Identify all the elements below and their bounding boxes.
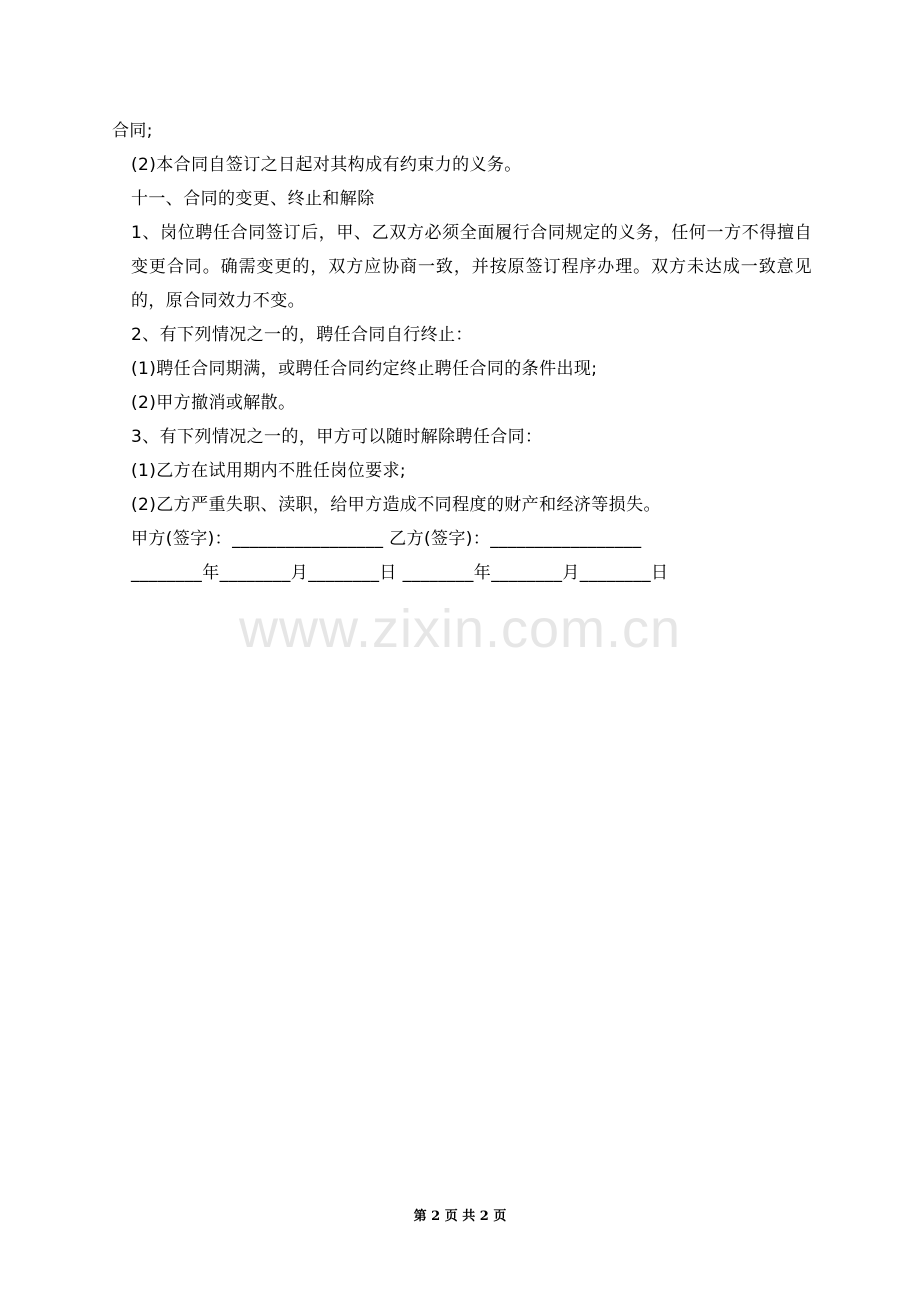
date-line: ________年________月________日 ________年________月________日 [131,563,669,583]
paragraph-clause-3: 3、有下列情况之一的，甲方可以随时解除聘任合同： [131,427,543,447]
watermark: www.zixin.com.cn [238,599,682,659]
paragraph-clause-2-item-2: (2)甲方撤消或解散。 [131,393,296,413]
section-heading-change-termination: 十一、合同的变更、终止和解除 [131,189,375,209]
paragraph-contract-continuation: 合同; [112,121,153,141]
paragraph-clause-3-item-1: (1)乙方在试用期内不胜任岗位要求; [131,461,407,481]
page-footer [0,1205,920,1224]
paragraph-clause-3-item-2: (2)乙方严重失职、渎职，给甲方造成不同程度的财产和经济等损失。 [131,495,661,515]
page-number-label: 第 2 页 共 2 页 [413,1209,507,1224]
signature-line: 甲方(签字)：_________________ 乙方(签字)：_________________ [131,529,642,549]
document-body [112,114,812,590]
paragraph-clause-2-item-1: (1)聘任合同期满，或聘任合同约定终止聘任合同的条件出现; [131,359,598,379]
paragraph-binding-obligation: (2)本合同自签订之日起对其构成有约束力的义务。 [131,155,522,175]
paragraph-clause-1: 1、岗位聘任合同签订后，甲、乙双方必须全面履行合同规定的义务，任何一方不得擅自变更合同。确需变更的，双方应协商一致，并按原签订程序办理。双方未达成一致意见的，原合同效力不变。 [131,223,812,311]
paragraph-clause-2: 2、有下列情况之一的，聘任合同自行终止： [131,325,473,345]
